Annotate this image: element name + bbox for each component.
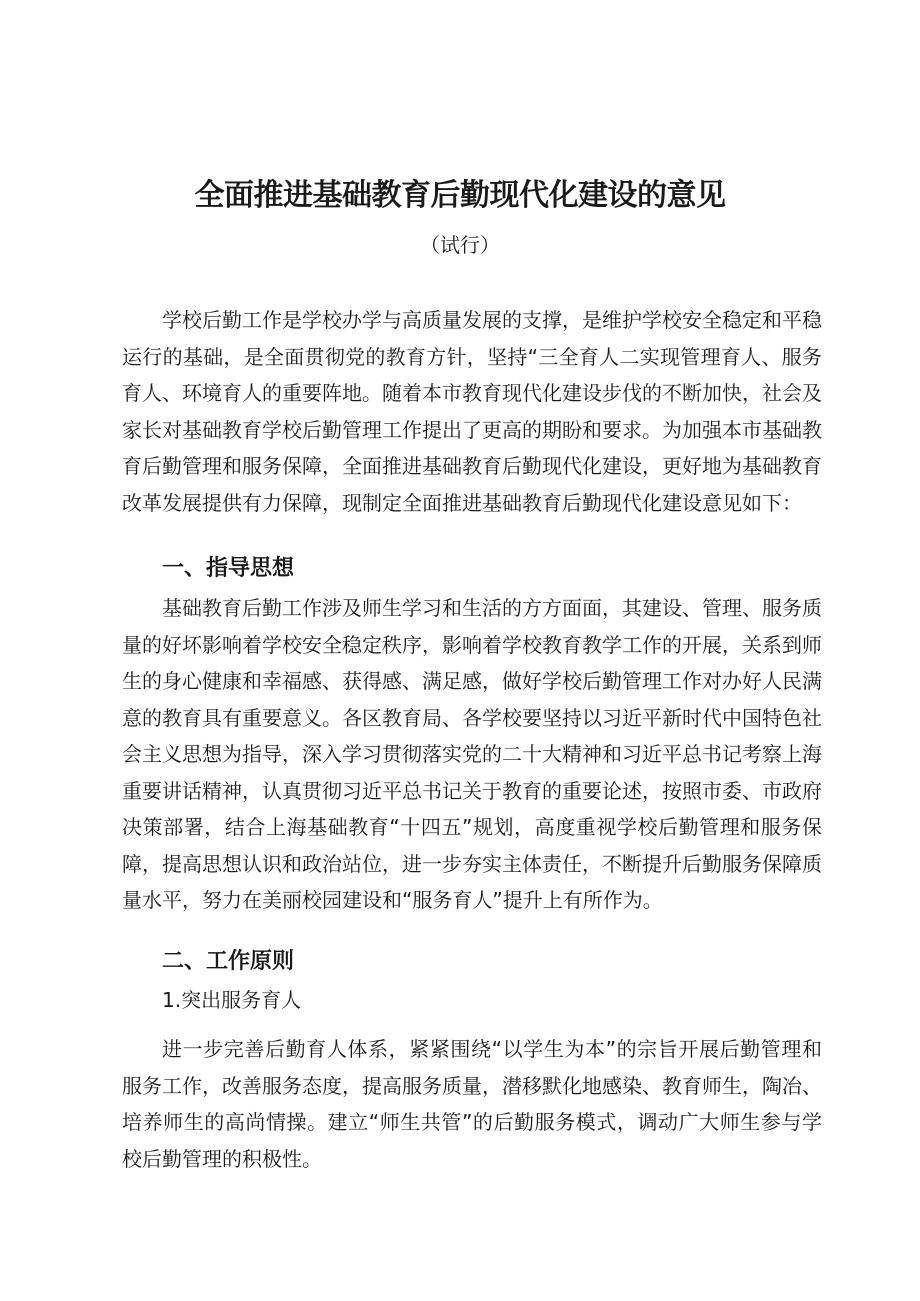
document-subtitle: （试行） (420, 233, 500, 257)
section1-paragraph: 基础教育后勤工作涉及师生学习和生活的方方面面，其建设、管理、服务质量的好坏影响着学校安全稳定秩序，影响着学校教育教学工作的开展，关系到师生的身心健康和幸福感、获得感、满足感，做好学校后勤管理工作对办好人民满意的教育具有重要意义。各区教育局、各学校要坚持以习近平新时代中国特色社会主义思想为指导，深入学习贯彻落实党的二十大精神和习近平总书记考察上海重要讲话精神，认真贯彻习近平总书记关于教育的重要论述，按照市委、市政府决策部署，结合上海基础教育“十四五”规划，高度重视学校后勤管理和服务保障，提高思想认识和政治站位，进一步夯实主体责任，不断提升后勤服务保障质量水平，努力在美丽校园建设和“服务育人”提升上有所作为。 (122, 596, 822, 912)
principle1-paragraph: 进一步完善后勤育人体系，紧紧围绕“以学生为本”的宗旨开展后勤管理和服务工作，改善服务态度，提高服务质量，潜移默化地感染、教育师生，陶冶、培养师生的高尚情操。建立“师生共管”的后勤服务模式，调动广大师生参与学校后勤管理的积极性。 (122, 1037, 822, 1171)
section2-heading: 二、工作原则 (162, 949, 295, 974)
section1-heading: 一、指导思想 (162, 556, 295, 581)
document-title: 全面推进基础教育后勤现代化建设的意见 (194, 178, 726, 213)
principle1-label: 1.突出服务育人 (162, 988, 302, 1012)
intro-paragraph: 学校后勤工作是学校办学与高质量发展的支撑，是维护学校安全稳定和平稳运行的基础，是全面贯彻党的教育方针，坚持“三全育人二实现管理育人、服务育人、环境育人的重要阵地。随着本市教育现代化建设步伐的不断加快，社会及家长对基础教育学校后勤管理工作提出了更高的期盼和要求。为加强本市基础教育后勤管理和服务保障，全面推进基础教育后勤现代化建设，更好地为基础教育改革发展提供有力保障，现制定全面推进基础教育后勤现代化建设意见如下： (122, 308, 822, 515)
